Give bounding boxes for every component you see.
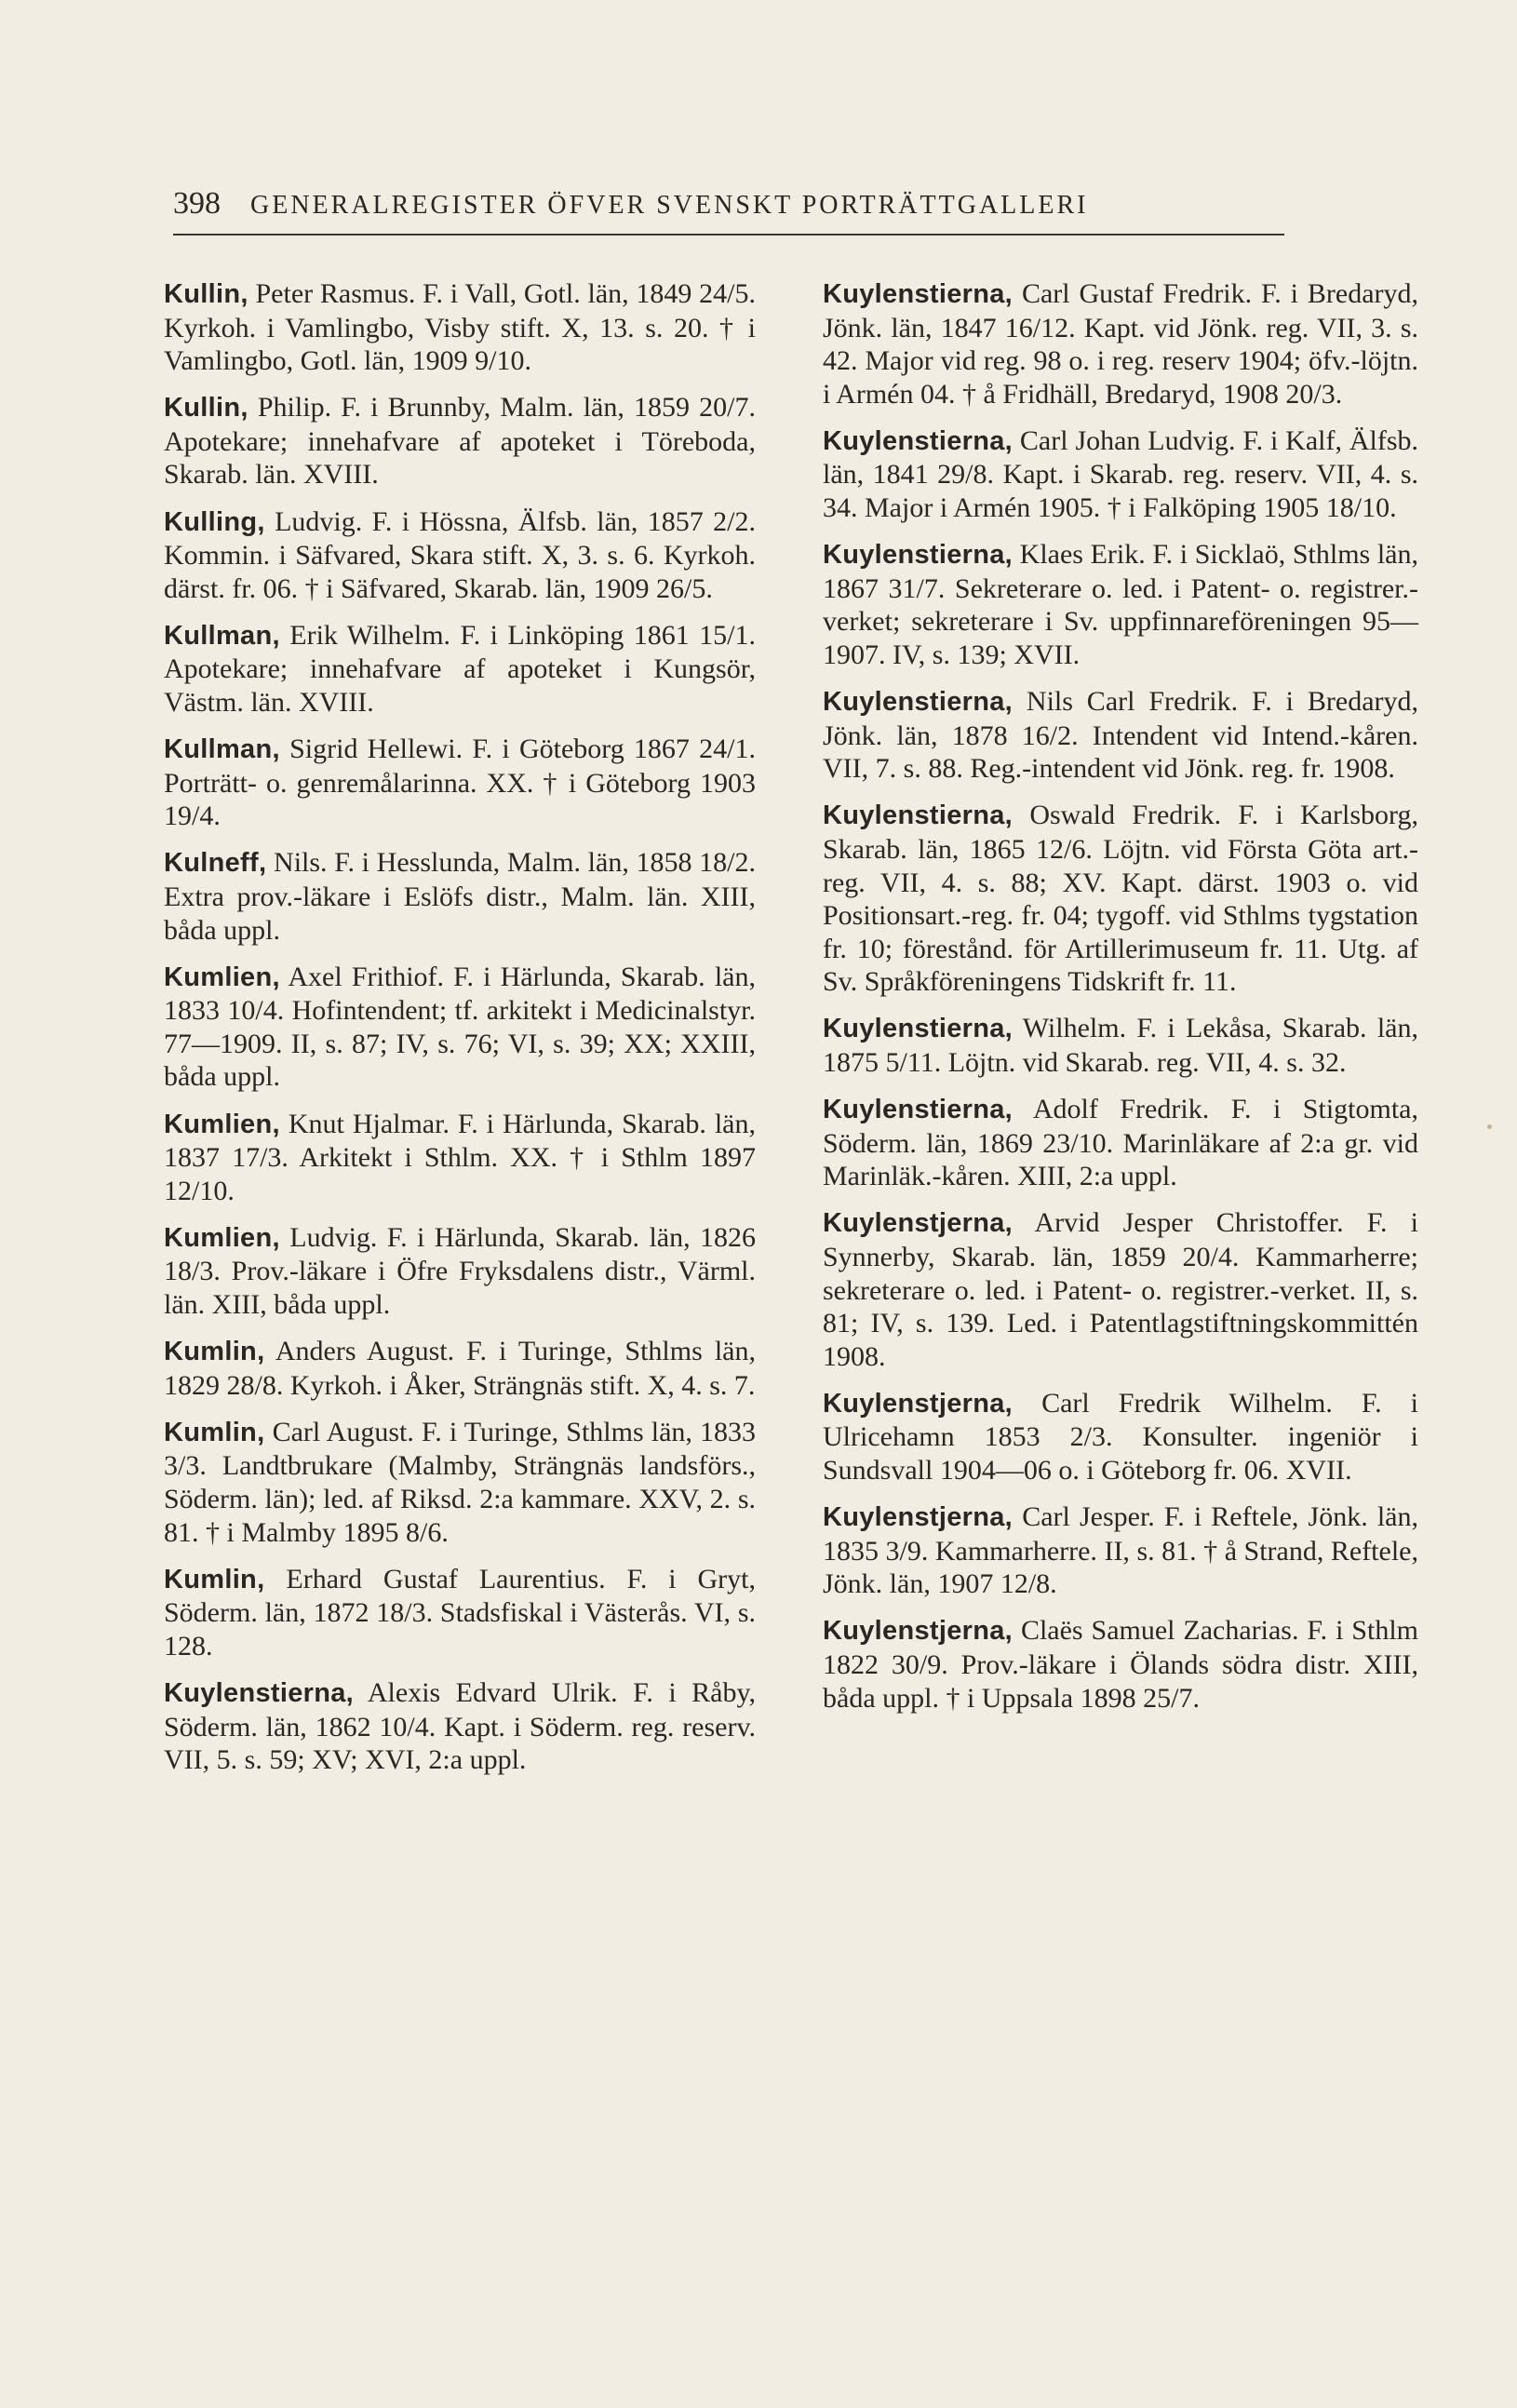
entry-surname: Kuylenstierna, [823, 425, 1014, 456]
entry-text: Carl August. F. i Turinge, Sthlms län, 1833 3/3. Landtbrukare (Malmby, Strängnäs landsförs., Söderm. län); led. af Riksd. 2:a kammare. XXV, 2. s. 81. † i Malmby 1895 8/6. [164, 1416, 757, 1548]
entry-text: Philip. F. i Brunnby, Malm. län, 1859 20/7. Apotekare; innehafvare af apoteket i Töreboda, Skarab. län. XVIII. [164, 392, 756, 491]
entry-text: Nils Carl Fredrik. F. i Bredaryd, Jönk. län, 1878 16/2. Intendent vid Intend.-kåren. VII, 7. s. 88. Reg.-intendent vid Jönk. reg. fr. 1908. [823, 686, 1418, 785]
entry-surname: Kumlin, [164, 1564, 265, 1594]
register-entry [823, 685, 1418, 786]
register-entry [164, 1563, 756, 1663]
entry-surname: Kuylenstjerna, [823, 1388, 1014, 1419]
entry-text: Adolf Fredrik. F. i Stigtomta, Söderm. län, 1869 23/10. Marinläkare af 2:a gr. vid Marinläk.-kåren. XIII, 2:a uppl. [823, 1094, 1418, 1192]
entry-text: Arvid Jesper Christoffer. F. i Synnerby, Skarab. län, 1859 20/4. Kammarherre; sekreterare o. led. i Patent- o. registrer.-verket. II, s. 81; IV, s. 139. Led. i Patentlagstiftningskommittén 1908. [823, 1207, 1418, 1372]
register-entry [164, 846, 756, 947]
entry-text: Carl Jesper. F. i Reftele, Jönk. län, 1835 3/9. Kammarherre. II, s. 81. † å Strand, Reftele, Jönk. län, 1907 12/8. [823, 1501, 1419, 1600]
entry-surname: Kuylenstierna, [823, 687, 1014, 718]
entry-text: Carl Fredrik Wilhelm. F. i Ulricehamn 1853 2/3. Konsulter. ingeniör i Sundsvall 1904—06 o. i Göteborg fr. 06. XVII. [823, 1387, 1419, 1486]
entry-surname: Kullman, [164, 734, 280, 765]
register-entry [164, 1108, 756, 1208]
register-entry [823, 424, 1418, 525]
running-header [173, 186, 1284, 222]
entry-surname: Kullman, [164, 620, 280, 651]
header-rule [173, 234, 1284, 235]
entry-text: Klaes Erik. F. i Sicklaö, Sthlms län, 1867 31/7. Sekreterare o. led. i Patent- o. registrer.-verket; sekreterare i Sv. uppfinnareföreningen 95—1907. IV, s. 139; XVII. [823, 539, 1418, 670]
entry-text: Carl Gustaf Fredrik. F. i Bredaryd, Jönk. län, 1847 16/12. Kapt. vid Jönk. reg. VII, 3. s. 42. Major vid reg. 98 o. i reg. reserv 1904; öfv.-löjtn. i Armén 04. † å Fridhäll, Bredaryd, 1908 20/3. [823, 278, 1419, 410]
entry-text: Knut Hjalmar. F. i Härlunda, Skarab. län, 1837 17/3. Arkitekt i Sthlm. XX. † i Sthlm 1897 12/10. [164, 1108, 756, 1206]
register-entry [823, 1012, 1418, 1079]
entry-surname: Kullin, [164, 393, 248, 424]
entry-text: Axel Frithiof. F. i Härlunda, Skarab. län, 1833 10/4. Hofintendent; tf. arkitekt i Medicinalstyr. 77—1909. II, s. 87; IV, s. 76; VI, s. 39; XX; XXIII, båda uppl. [164, 961, 756, 1093]
register-entry [164, 391, 756, 491]
entry-text: Erik Wilhelm. F. i Linköping 1861 15/1. Apotekare; innehafvare af apoteket i Kungsör, Västm. län. XVIII. [164, 619, 757, 719]
entry-surname: Kuylenstjerna, [823, 1208, 1014, 1239]
register-entry [164, 505, 756, 606]
entry-surname: Kuylenstjerna, [823, 1502, 1014, 1533]
entry-text: Sigrid Hellewi. F. i Göteborg 1867 24/1. Porträtt- o. genremålarinna. XX. † i Göteborg 1903 19/4. [164, 733, 756, 832]
entry-surname: Kulneff, [164, 848, 267, 879]
entry-text: Erhard Gustaf Laurentius. F. i Gryt, Söderm. län, 1872 18/3. Stadsfiskal i Västerås. VI, s. 128. [164, 1563, 757, 1661]
register-entry [823, 538, 1418, 671]
register-entry [164, 1416, 756, 1549]
entry-text: Claës Samuel Zacharias. F. i Sthlm 1822 30/9. Prov.-läkare i Ölands södra distr. XIII, båda uppl. † i Uppsala 1898 25/7. [823, 1615, 1419, 1714]
left-column [164, 277, 756, 1790]
entry-text: Peter Rasmus. F. i Vall, Gotl. län, 1849 24/5. Kyrkoh. i Vamlingbo, Visby stift. X, 13. s. 20. † i Vamlingbo, Gotl. län, 1909 9/10. [164, 278, 757, 377]
entry-surname: Kuylenstierna, [823, 1095, 1014, 1125]
register-entry [164, 961, 756, 1094]
entry-surname: Kuylenstjerna, [823, 1616, 1014, 1647]
right-column [823, 277, 1418, 1729]
entry-surname: Kullin, [164, 279, 248, 309]
register-entry [164, 1335, 756, 1402]
entry-surname: Kumlin, [164, 1337, 265, 1367]
entry-surname: Kumlien, [164, 1109, 280, 1139]
register-entry [823, 1093, 1418, 1193]
page-number: 398 [173, 186, 221, 221]
entry-text: Carl Johan Ludvig. F. i Kalf, Älfsb. län, 1841 29/8. Kapt. i Skarab. reg. reserv. VII, 4. s. 34. Major i Armén 1905. † i Falköping 1905 18/10. [823, 424, 1419, 524]
entry-surname: Kuylenstierna, [164, 1677, 355, 1708]
entry-text: Anders August. F. i Turinge, Sthlms län, 1829 28/8. Kyrkoh. i Åker, Strängnäs stift. X, 4. s. 7. [164, 1336, 756, 1401]
register-entry [823, 1387, 1418, 1487]
entry-surname: Kuylenstierna, [823, 1014, 1014, 1044]
register-entry [823, 1206, 1418, 1373]
register-entry [823, 1500, 1418, 1601]
entry-surname: Kuylenstierna, [823, 279, 1014, 309]
entry-text: Ludvig. F. i Härlunda, Skarab. län, 1826 18/3. Prov.-läkare i Öfre Fryksdalens distr., Värml. län. XIII, båda uppl. [164, 1221, 757, 1321]
register-entry [164, 733, 756, 833]
entry-text: Nils. F. i Hesslunda, Malm. län, 1858 18/2. Extra prov.-läkare i Eslöfs distr., Malm. län. XIII, båda uppl. [164, 847, 757, 946]
entry-surname: Kuylenstierna, [823, 800, 1014, 831]
register-entry [164, 619, 756, 720]
register-entry [164, 1221, 756, 1322]
entry-surname: Kulling, [164, 506, 265, 537]
register-entry [164, 1676, 756, 1777]
entry-surname: Kumlin, [164, 1417, 265, 1447]
entry-text: Wilhelm. F. i Lekåsa, Skarab. län, 1875 5/11. Löjtn. vid Skarab. reg. VII, 4. s. 32. [823, 1013, 1418, 1078]
entry-surname: Kumlien, [164, 962, 280, 992]
entry-text: Ludvig. F. i Hössna, Älfsb. län, 1857 2/2. Kommin. i Säfvared, Skara stift. X, 3. s. 6. Kyrkoh. därst. fr. 06. † i Säfvared, Skarab. län, 1909 26/5. [164, 505, 757, 604]
register-entry [823, 277, 1418, 410]
entry-surname: Kuylenstierna, [823, 540, 1014, 571]
paper-speck [1487, 1124, 1492, 1129]
register-entry [823, 1614, 1418, 1715]
entry-text: Oswald Fredrik. F. i Karlsborg, Skarab. län, 1865 12/6. Löjtn. vid Första Göta art.-reg. VII, 4. s. 88; XV. Kapt. därst. 1903 o. vid Positionsart.-reg. fr. 04; tygoff. vid Sthlms tygstation fr. 10; förestånd. för Artillerimuseum fr. 11. Utg. af Sv. Språkföreningens Tidskrift fr. 11. [823, 800, 1418, 998]
register-entry [823, 799, 1418, 999]
entry-text: Alexis Edvard Ulrik. F. i Råby, Söderm. län, 1862 10/4. Kapt. i Söderm. reg. reserv. VII, 5. s. 59; XV; XVI, 2:a uppl. [164, 1676, 756, 1776]
running-title: GENERALREGISTER ÖFVER SVENSKT PORTRÄTTGALLERI [250, 191, 1089, 220]
register-entry [164, 277, 756, 378]
entry-surname: Kumlien, [164, 1222, 280, 1253]
